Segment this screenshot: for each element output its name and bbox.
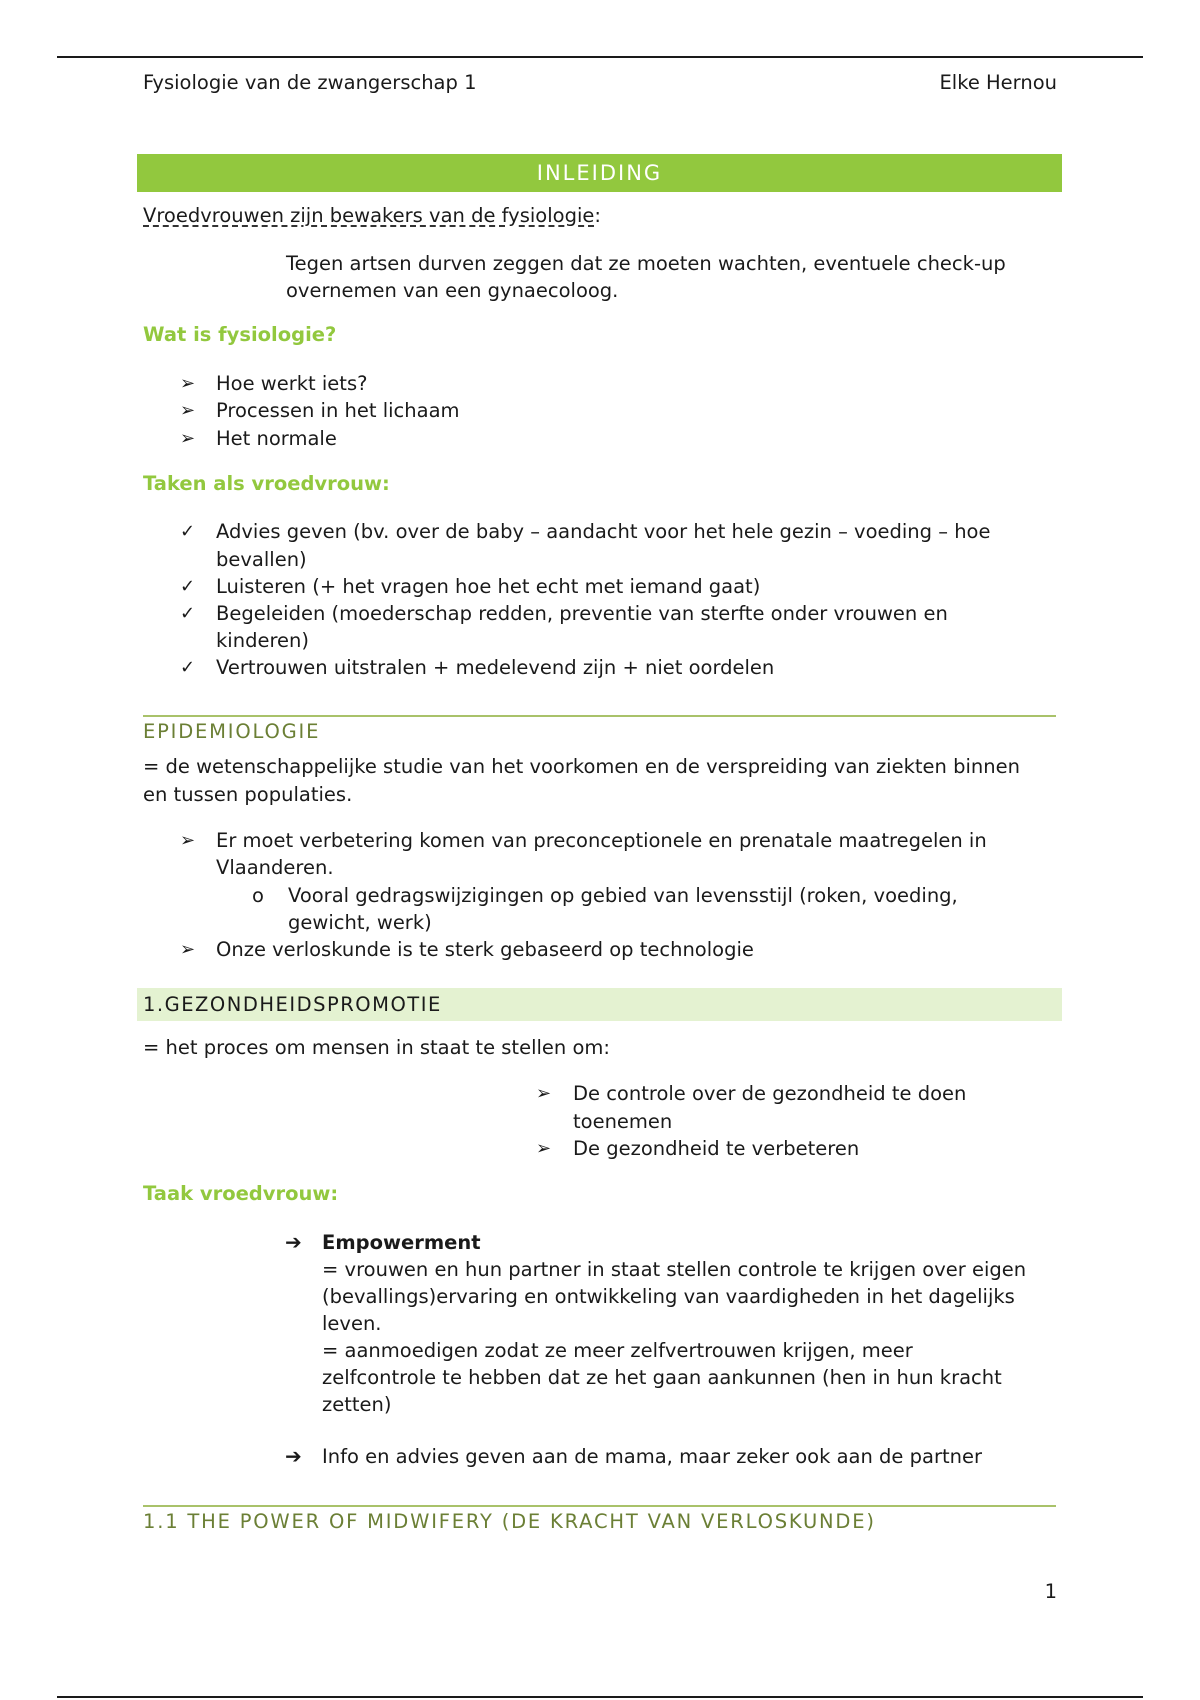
list-item: Advies geven (bv. over de baby – aandacht voor het hele gezin – voeding – hoe [216, 520, 991, 543]
empowerment-line: = aanmoedigen zodat ze meer zelfvertrouwen krijgen, meer [322, 1339, 913, 1362]
section-power-of-midwifery-title: 1.1 THE POWER OF MIDWIFERY (DE KRACHT VAN VERLOSKUNDE) [143, 1510, 876, 1533]
checkmark-icon: ✓ [180, 576, 196, 597]
inleiding-indent-line-1: Tegen artsen durven zeggen dat ze moeten wachten, eventuele check-up [286, 252, 1006, 275]
sub-list-item: Vooral gedragswijzigingen op gebied van levensstijl (roken, voeding, [288, 884, 958, 907]
list-item: De gezondheid te verbeteren [573, 1137, 860, 1160]
header-rule [57, 56, 1143, 58]
info-advies-item: Info en advies geven aan de mama, maar zeker ook aan de partner [322, 1445, 982, 1468]
empowerment-line: zelfcontrole te hebben dat ze het gaan aankunnen (hen in hun kracht [322, 1366, 1002, 1389]
wat-is-fysiologie-heading: Wat is fysiologie? [143, 323, 337, 346]
list-item: Onze verloskunde is te sterk gebaseerd op technologie [216, 938, 754, 961]
footer-rule [57, 1696, 1143, 1698]
arrowhead-bullet-icon: ➢ [536, 1083, 552, 1104]
list-item-continuation: kinderen) [216, 629, 309, 652]
section-divider [143, 1505, 1056, 1507]
list-item: De controle over de gezondheid te doen [573, 1082, 967, 1105]
arrowhead-bullet-icon: ➢ [180, 428, 196, 449]
right-arrow-icon: ➔ [285, 1230, 302, 1254]
inleiding-indent-line-2: overnemen van een gynaecoloog. [286, 279, 619, 302]
list-item-continuation: bevallen) [216, 548, 307, 571]
taken-heading: Taken als vroedvrouw: [143, 472, 390, 495]
list-item: Hoe werkt iets? [216, 372, 368, 395]
empowerment-line: = vrouwen en hun partner in staat stellen controle te krijgen over eigen [322, 1258, 1027, 1281]
sub-bullet-marker: o [252, 884, 264, 907]
empowerment-title: Empowerment [322, 1231, 481, 1254]
section-inleiding-title: INLEIDING [137, 154, 1062, 192]
list-item-continuation: Vlaanderen. [216, 856, 334, 879]
list-item: Vertrouwen uitstralen + medelevend zijn + niet oordelen [216, 656, 775, 679]
arrowhead-bullet-icon: ➢ [180, 400, 196, 421]
list-item: Begeleiden (moederschap redden, preventie van sterfte onder vrouwen en [216, 602, 948, 625]
list-item: Luisteren (+ het vragen hoe het echt met iemand gaat) [216, 575, 761, 598]
sub-list-item-continuation: gewicht, werk) [288, 911, 432, 934]
epidemiologie-definition-line-2: en tussen populaties. [143, 783, 353, 806]
arrowhead-bullet-icon: ➢ [180, 939, 196, 960]
list-item: Het normale [216, 427, 337, 450]
checkmark-icon: ✓ [180, 657, 196, 678]
empowerment-line: (bevallings)ervaring en ontwikkeling van vaardigheden in het dagelijks [322, 1285, 1015, 1308]
gezondheidspromotie-definition: = het proces om mensen in staat te stellen om: [143, 1036, 610, 1059]
page-number: 1 [1044, 1580, 1057, 1603]
empowerment-line: leven. [322, 1312, 382, 1335]
arrowhead-bullet-icon: ➢ [536, 1138, 552, 1159]
checkmark-icon: ✓ [180, 521, 196, 542]
list-item: Processen in het lichaam [216, 399, 460, 422]
right-arrow-icon: ➔ [285, 1444, 302, 1468]
section-divider [143, 715, 1056, 717]
section-epidemiologie-title: EPIDEMIOLOGIE [143, 720, 321, 743]
empowerment-line: zetten) [322, 1393, 392, 1416]
list-item-continuation: toenemen [573, 1110, 673, 1133]
taak-vroedvrouw-heading: Taak vroedvrouw: [143, 1182, 339, 1205]
checkmark-icon: ✓ [180, 603, 196, 624]
arrowhead-bullet-icon: ➢ [180, 830, 196, 851]
list-item: Er moet verbetering komen van preconceptionele en prenatale maatregelen in [216, 829, 987, 852]
inleiding-subtitle: Vroedvrouwen zijn bewakers van de fysiologie: [143, 204, 601, 227]
arrowhead-bullet-icon: ➢ [180, 373, 196, 394]
header-title: Fysiologie van de zwangerschap 1 [143, 71, 477, 94]
header-author: Elke Hernou [939, 71, 1057, 94]
section-gezondheidspromotie-title: 1.GEZONDHEIDSPROMOTIE [137, 988, 1062, 1021]
epidemiologie-definition-line-1: = de wetenschappelijke studie van het voorkomen en de verspreiding van ziekten binnen [143, 755, 1020, 778]
